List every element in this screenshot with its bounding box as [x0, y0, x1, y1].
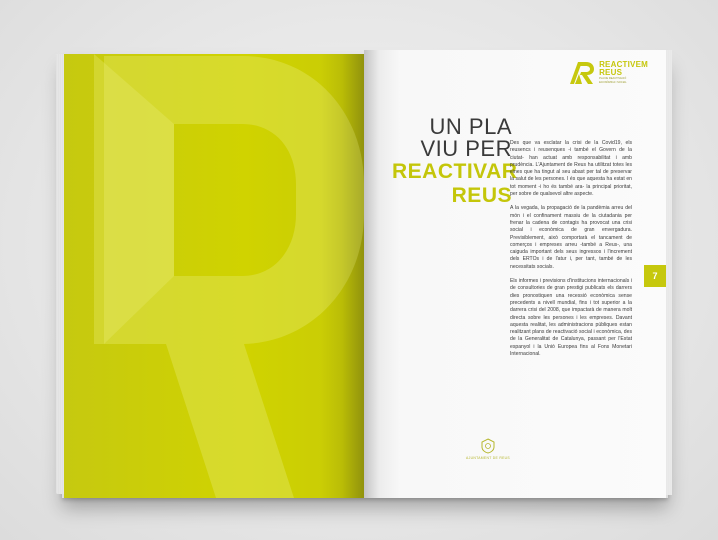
logo-sub-2: ECONÒMICA I SOCIAL: [599, 81, 627, 84]
paragraph-1: Des que va esclatar la crisi de la Covid19, els reusencs i reusenques -i també el Govern de la ciutat- han actuat amb responsabilitat i amb prudència. L'Ajuntament de Reus ha utilitzat totes les eines que ha tingut al seu abast per tal de preservar la salut de les persones. I és que aquesta ha estat en tot moment -i ho és també ara- la principal prioritat, per sobre de qualsevol altre aspecte.: [510, 140, 632, 198]
logo-word-1: REACTIVEM: [599, 60, 648, 70]
reactivem-reus-logo: [569, 60, 648, 86]
city-seal-icon: [480, 438, 496, 454]
headline-line-3: REACTIVAR: [392, 160, 518, 183]
headline-line-4: REUS: [451, 184, 512, 207]
right-page: [364, 50, 666, 498]
logo-word-2: REUS: [599, 68, 623, 78]
headline-line-2: VIU PER: [420, 136, 512, 161]
body-text: [510, 140, 632, 365]
paragraph-3: Els informes i previsions d'institucions internacionals i de consultories de gran prestigi publicats els darrers dies pronostiquen una recessió econòmica sense precedents a nivell mundial, fins i tot superior a la darrera crisi del 2008, que impactarà de manera molt directa sobre les persones i les empreses. Davant aquesta realitat, les administracions públiques estan realitzant plans de reactivació social i econòmica, des de la Generalitat de Catalunya, passant per l'Estat espanyol i la Unió Europea fins al Fons Monetari Internacional.: [510, 278, 632, 358]
left-page: [64, 54, 366, 498]
headline-line-1: UN PLA: [429, 114, 512, 139]
footer-seal: [458, 438, 518, 460]
reactivem-logo-icon: [569, 60, 595, 86]
paragraph-2: A la vegada, la propagació de la pandèmia arreu del món i el confinament massiu de la ciutadania per frenar la cadena de contagis ha provocat una crisi social i econòmica de gran envergadura. Previsiblement, això comportarà el tancament de comerços i empreses arreu -també a Reus-, una caiguda important dels seus ingressos i l'increment dels ERTOs i de l'atur i, per tant, també de les necessitats socials.: [510, 205, 632, 270]
logo-sub-1: PLA DE REACTIVACIÓ: [599, 77, 627, 81]
footer-org: AJUNTAMENT DE REUS: [466, 456, 510, 460]
big-r-graphic: [64, 54, 366, 498]
page-headline: [392, 114, 518, 208]
page-number-badge: 7: [644, 265, 666, 287]
